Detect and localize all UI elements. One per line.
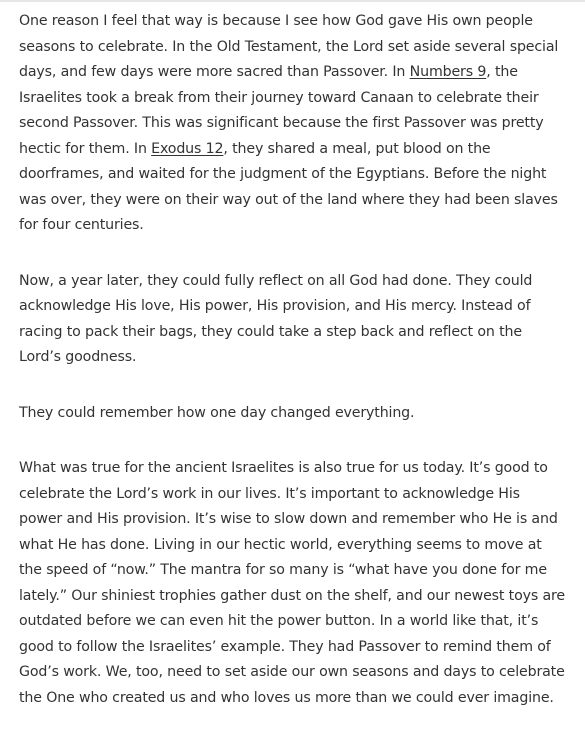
paragraph-year-later: Now, a year later, they could fully reflect on all God had done. They could acknowledge His love, His power, His provision, and His mercy. Instead of racing to pack their bags, they could take a step back and reflect on the Lord’s goodness.: [19, 272, 533, 365]
paragraph-passover-intro: [19, 9, 565, 239]
paragraph-text: One reason I feel that way is because I see how God gave His own people seasons to celebrate. In the Old Testament, the Lord set aside several special days, and few days were more sacred than Passover. In: [19, 13, 559, 80]
paragraph-remember: They could remember how one day changed everything.: [19, 404, 415, 421]
paragraph-text: , the Israelites took a break from their journey toward Canaan to celebrate their second Passover. This was significant because the first Passover was pretty hectic for them. In: [19, 64, 544, 157]
top-divider: [0, 0, 585, 2]
link-numbers-9[interactable]: Numbers 9: [409, 64, 487, 80]
paragraph-application: What was true for the ancient Israelites is also true for us today. It’s good to celebrate the Lord’s work in our lives. It’s important to acknowledge His power and His provision. It’s wise to slow down and remember who He is and what He has done. Living in our hectic world, everything seems to move at the speed of “now.” The mantra for so many is “what have you done for me lately.” Our shiniest trophies gather dust on the shelf, and our newest toys are outdated before we can even hit the power button. In a world like that, it’s good to follow the Israelites’ example. They had Passover to remind them of God’s work. We, too, need to set aside our own seasons and days to celebrate the One who created us and who loves us more than we could ever imagine.: [19, 460, 565, 706]
link-exodus-12[interactable]: Exodus 12: [151, 140, 224, 157]
paragraph-text: , they shared a meal, put blood on the doorframes, and waited for the judgment of the Egyptians. Before the night was over, they were on their way out of the land where they had been slaves for four centuries.: [19, 140, 558, 233]
article-body: [19, 9, 565, 741]
